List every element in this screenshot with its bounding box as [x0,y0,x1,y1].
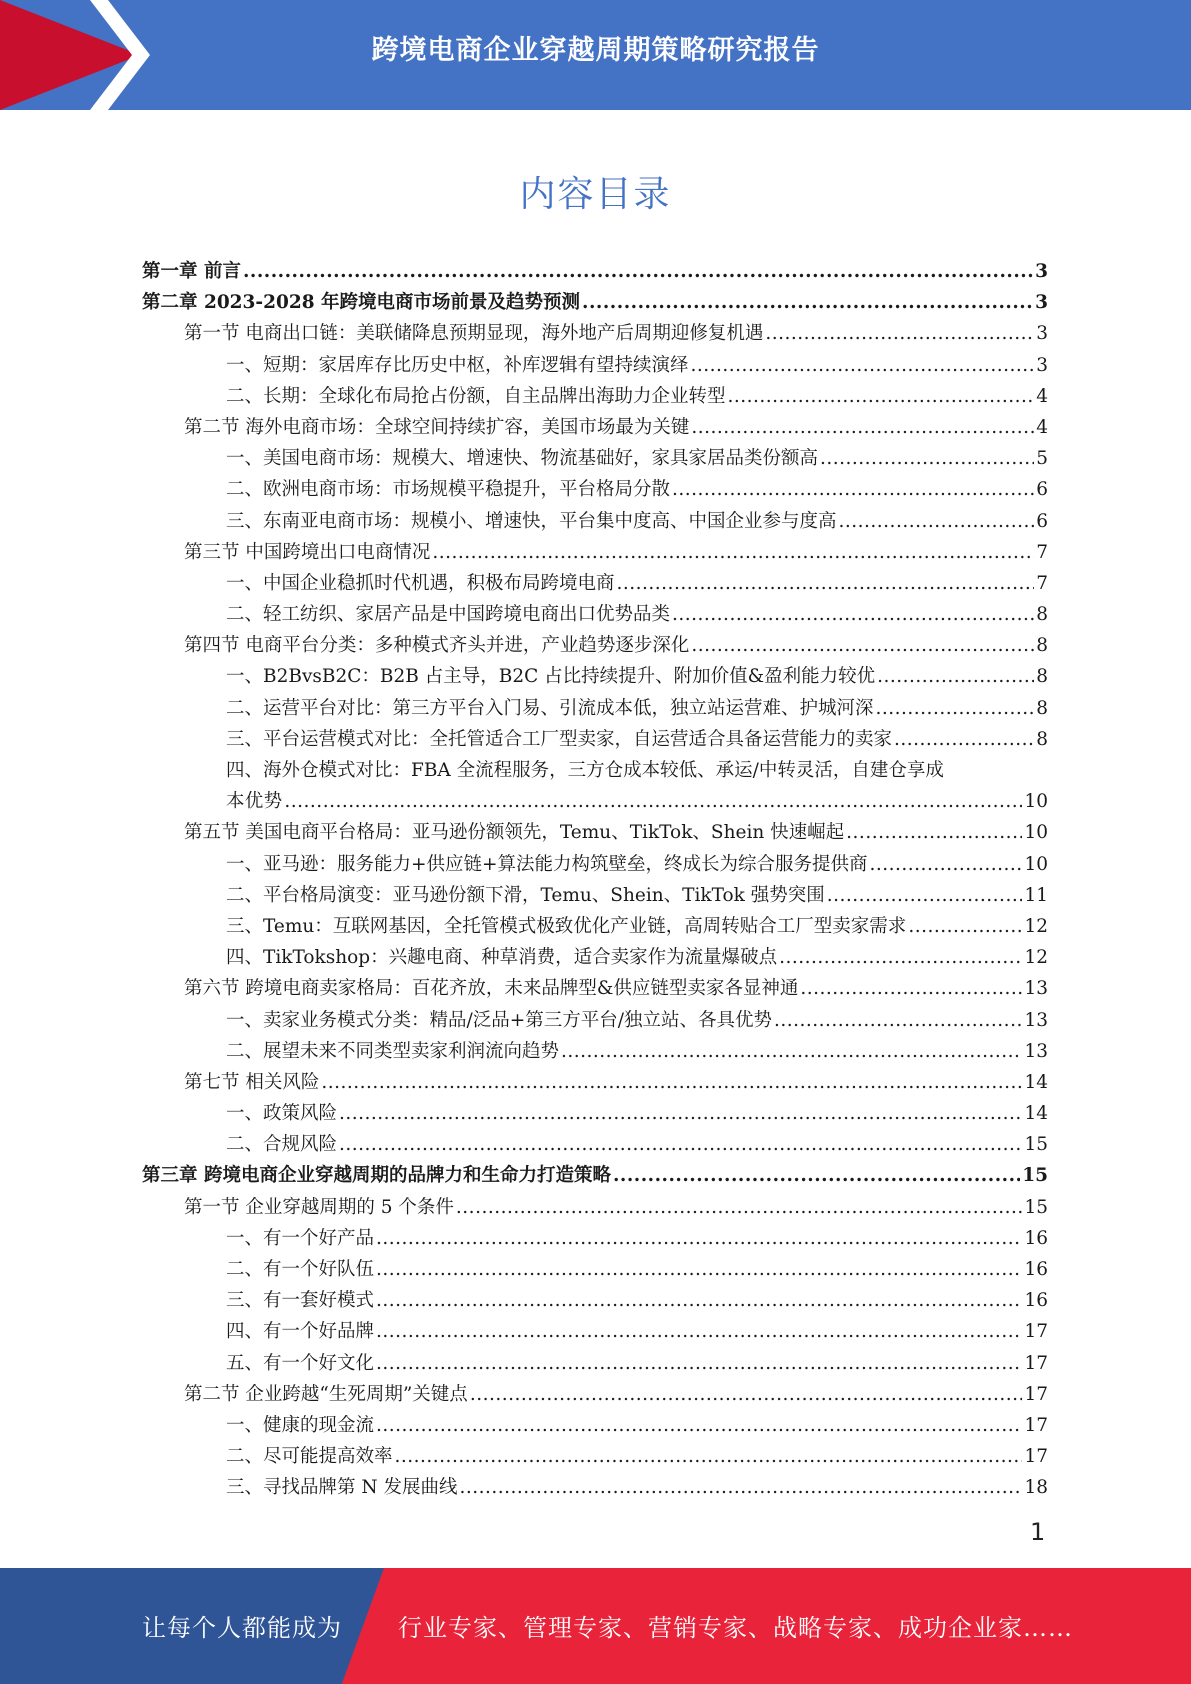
toc-entry[interactable] [142,693,1048,724]
toc-dot-leader [774,1005,1022,1036]
toc-entry-title: 一、中国企业稳抓时代机遇，积极布局跨境电商 [226,572,615,594]
toc-dot-leader [672,474,1034,505]
toc-entry[interactable] [142,506,1048,537]
toc-dot-leader [691,412,1034,443]
toc-entry[interactable] [142,599,1048,630]
toc-entry-title: 二、轻工纺织、家居产品是中国跨境电商出口优势品类 [226,604,671,626]
toc-entry-page: 3 [1035,261,1048,282]
toc-entry[interactable] [142,1036,1048,1067]
toc-entry-page: 6 [1036,479,1048,501]
toc-dot-leader [321,1067,1022,1098]
toc-dot-leader [376,1223,1022,1254]
toc-dot-leader [827,880,1023,911]
toc-dot-leader [894,724,1034,755]
toc-dot-leader [672,599,1034,630]
toc-entry-page: 8 [1036,635,1048,657]
toc-entry-page: 17 [1024,1446,1048,1468]
toc-entry[interactable] [142,1285,1048,1316]
toc-entry-page: 8 [1036,697,1048,719]
toc-entry-title: 第二节 企业跨越“生死周期”关键点 [184,1383,468,1405]
toc-entry-title: 三、平台运营模式对比：全托管适合工厂型卖家，自运营适合具备运营能力的卖家 [226,728,893,750]
toc-dot-leader [846,817,1022,848]
toc-entry[interactable] [142,1067,1048,1098]
toc-dot-leader [561,1036,1022,1067]
toc-entry-title: 第五节 美国电商平台格局：亚马逊份额领先，Temu、TikTok、Shein 快速崛起 [184,822,845,844]
toc-entry-page: 16 [1024,1259,1048,1280]
toc-entry[interactable] [142,630,1048,661]
toc-dot-leader [877,661,1034,692]
toc-entry-page: 7 [1036,541,1048,563]
toc-entry-page: 16 [1024,1290,1048,1312]
toc-entry-title: 二、尽可能提高效率 [226,1446,393,1468]
toc-dot-leader [395,1441,1023,1472]
toc-dot-leader [617,568,1035,599]
toc-entry-page: 8 [1036,666,1048,688]
toc-dot-leader [613,1160,1020,1191]
toc-entry-title: 五、有一个好文化 [226,1352,375,1374]
toc-entry-page: 3 [1035,292,1048,314]
toc-entry-page: 17 [1024,1383,1048,1405]
toc-dot-leader [339,1098,1022,1129]
toc-entry-page: 12 [1024,915,1048,937]
toc-entry-title: 一、有一个好产品 [226,1227,375,1249]
page-number: 1 [1030,1518,1046,1546]
toc-entry[interactable] [142,256,1048,287]
toc-entry-title: 第六节 跨境电商卖家格局：百花齐放，未来品牌型&供应链型卖家各显神通 [184,978,799,1000]
toc-entry-title: 三、东南亚电商市场：规模小、增速快，平台集中度高、中国企业参与度高 [226,510,837,532]
toc-entry[interactable] [142,849,1048,880]
toc-entry[interactable] [142,474,1048,505]
toc-entry-page: 15 [1024,1196,1048,1218]
toc-dot-leader [459,1472,1022,1503]
toc-entry[interactable] [142,1192,1048,1223]
toc-dot-leader [376,1285,1022,1316]
toc-entry[interactable] [142,911,1048,942]
toc-entry[interactable] [142,1098,1048,1129]
toc-entry[interactable] [142,1410,1048,1441]
toc-entry-title: 第一节 企业穿越周期的 5 个条件 [184,1196,454,1218]
toc-entry[interactable] [142,287,1048,318]
toc-entry[interactable] [142,568,1048,599]
toc-entry-title: 四、有一个好品牌 [226,1321,375,1343]
toc-dot-leader [456,1192,1023,1223]
toc-entry-title: 三、Temu：互联网基因，全托管模式极致优化产业链，高周转贴合工厂型卖家需求 [226,915,907,937]
toc-entry-title: 一、短期：家居库存比历史中枢，补库逻辑有望持续演绎 [226,354,689,376]
toc-dot-leader [376,1348,1022,1379]
toc-entry-title: 二、展望未来不同类型卖家利润流向趋势 [226,1040,560,1062]
toc-entry-title: 第四节 电商平台分类：多种模式齐头并进，产业趋势逐步深化 [184,635,690,657]
toc-dot-leader [243,256,1033,287]
toc-entry-title: 三、寻找品牌第 N 发展曲线 [226,1477,458,1499]
page-footer [0,1568,1191,1684]
toc-entry[interactable] [142,1005,1048,1036]
toc-dot-leader [728,381,1035,412]
toc-entry-title: 第三章 跨境电商企业穿越周期的品牌力和生命力打造策略 [142,1165,611,1187]
toc-entry-title: 二、有一个好队伍 [226,1259,375,1280]
toc-dot-leader [284,786,1022,817]
toc-entry-page: 15 [1022,1165,1048,1187]
toc-dot-leader [376,1410,1022,1441]
toc-entry[interactable] [142,1129,1048,1160]
toc-dot-leader [691,350,1035,381]
toc-entry[interactable] [142,755,1048,786]
toc-entry-page: 18 [1024,1477,1048,1499]
toc-entry-page: 16 [1024,1227,1048,1249]
toc-entry-page: 3 [1036,323,1048,345]
toc-entry-title: 第一节 电商出口链：美联储降息预期显现，海外地产后周期迎修复机遇 [184,323,764,345]
toc-entry-title: 第三节 中国跨境出口电商情况 [184,541,431,563]
toc-entry[interactable] [142,1316,1048,1347]
toc-entry-title: 一、卖家业务模式分类：精品/泛品+第三方平台/独立站、各具优势 [226,1009,772,1031]
footer-slogan-right: 行业专家、管理专家、营销专家、战略专家、成功企业家…… [398,1614,1073,1642]
toc-heading: 内容目录 [519,174,672,215]
toc-dot-leader [876,693,1035,724]
toc-dot-leader [870,849,1023,880]
toc-entry-page: 7 [1036,572,1048,594]
toc-entry-page: 8 [1036,728,1048,750]
toc-entry[interactable] [142,1379,1048,1410]
table-of-contents [142,256,1048,1504]
toc-entry[interactable] [142,661,1048,692]
toc-entry-title: 一、亚马逊：服务能力+供应链+算法能力构筑壁垒，终成长为综合服务提供商 [226,853,868,875]
toc-entry-page: 4 [1036,385,1048,407]
toc-entry-page: 17 [1024,1414,1048,1436]
toc-entry-page: 10 [1024,791,1048,813]
footer-slogan-left: 让每个人都能成为 [142,1614,342,1642]
toc-entry-page: 3 [1036,354,1048,376]
toc-entry-title: 本优势 [226,791,283,813]
toc-entry-page: 4 [1036,416,1048,438]
toc-dot-leader [582,287,1033,318]
toc-entry-title: 第七节 相关风险 [184,1071,320,1093]
toc-entry-title: 第二节 海外电商市场：全球空间持续扩容，美国市场最为关键 [184,416,690,438]
toc-entry-title: 一、政策风险 [226,1103,338,1125]
toc-entry-page: 8 [1036,604,1048,626]
toc-entry[interactable] [142,1254,1048,1285]
toc-dot-leader [800,973,1022,1004]
toc-entry[interactable] [142,817,1048,848]
toc-entry-title: 四、TikTokshop：兴趣电商、种草消费，适合卖家作为流量爆破点 [226,947,778,969]
toc-entry-page: 15 [1024,1134,1048,1156]
toc-entry[interactable] [142,318,1048,349]
toc-entry-page: 12 [1024,947,1048,969]
toc-entry-page: 11 [1024,884,1048,906]
toc-entry[interactable] [142,786,1048,817]
toc-entry-page: 17 [1024,1321,1048,1343]
toc-dot-leader [820,443,1034,474]
toc-entry-title: 一、B2BvsB2C：B2B 占主导，B2C 占比持续提升、附加价值&盈利能力较优 [226,666,876,688]
toc-entry[interactable] [142,1348,1048,1379]
toc-entry[interactable] [142,412,1048,443]
toc-entry-title: 一、健康的现金流 [226,1414,375,1436]
toc-entry[interactable] [142,1223,1048,1254]
toc-dot-leader [432,537,1034,568]
toc-entry[interactable] [142,880,1048,911]
toc-dot-leader [339,1129,1022,1160]
toc-dot-leader [470,1379,1023,1410]
toc-entry-page: 13 [1024,1040,1048,1062]
toc-entry-page: 13 [1024,1009,1048,1031]
toc-entry-title: 二、欧洲电商市场：市场规模平稳提升，平台格局分散 [226,479,671,501]
toc-entry[interactable] [142,1160,1048,1191]
toc-entry[interactable] [142,724,1048,755]
toc-entry[interactable] [142,942,1048,973]
toc-entry-title: 三、有一套好模式 [226,1290,375,1312]
toc-entry[interactable] [142,1472,1048,1503]
toc-entry[interactable] [142,381,1048,412]
toc-entry[interactable] [142,973,1048,1004]
toc-entry[interactable] [142,537,1048,568]
toc-entry-title: 第二章 2023-2028 年跨境电商市场前景及趋势预测 [142,292,581,314]
toc-entry-title: 二、合规风险 [226,1134,338,1156]
toc-entry-page: 14 [1024,1103,1048,1125]
toc-dot-leader [376,1316,1022,1347]
toc-entry-page: 13 [1024,978,1048,1000]
toc-dot-leader [691,630,1034,661]
toc-entry-page: 10 [1024,853,1048,875]
toc-entry[interactable] [142,443,1048,474]
toc-dot-leader [839,506,1035,537]
toc-entry-page: 5 [1036,448,1048,470]
toc-entry-page: 6 [1036,510,1048,532]
toc-entry-page: 17 [1024,1352,1048,1374]
toc-entry-page: 10 [1024,822,1048,844]
toc-entry[interactable] [142,1441,1048,1472]
toc-entry-title: 二、运营平台对比：第三方平台入门易、引流成本低，独立站运营难、护城河深 [226,697,874,719]
toc-dot-leader [765,318,1034,349]
toc-entry-title: 一、美国电商市场：规模大、增速快、物流基础好，家具家居品类份额高 [226,448,819,470]
toc-entry-title: 四、海外仓模式对比：FBA 全流程服务，三方仓成本较低、承运/中转灵活，自建仓享成 [226,760,944,781]
page-header [0,0,1191,110]
toc-entry[interactable] [142,350,1048,381]
toc-entry-title: 二、平台格局演变：亚马逊份额下滑，Temu、Shein、TikTok 强势突围 [226,884,825,906]
toc-dot-leader [779,942,1022,973]
toc-entry-page: 14 [1024,1071,1048,1093]
report-title: 跨境电商企业穿越周期策略研究报告 [371,35,820,66]
toc-dot-leader [376,1254,1022,1285]
toc-entry-title: 第一章 前言 [142,261,241,282]
toc-entry-title: 二、长期：全球化布局抢占份额，自主品牌出海助力企业转型 [226,385,726,407]
toc-dot-leader [908,911,1022,942]
